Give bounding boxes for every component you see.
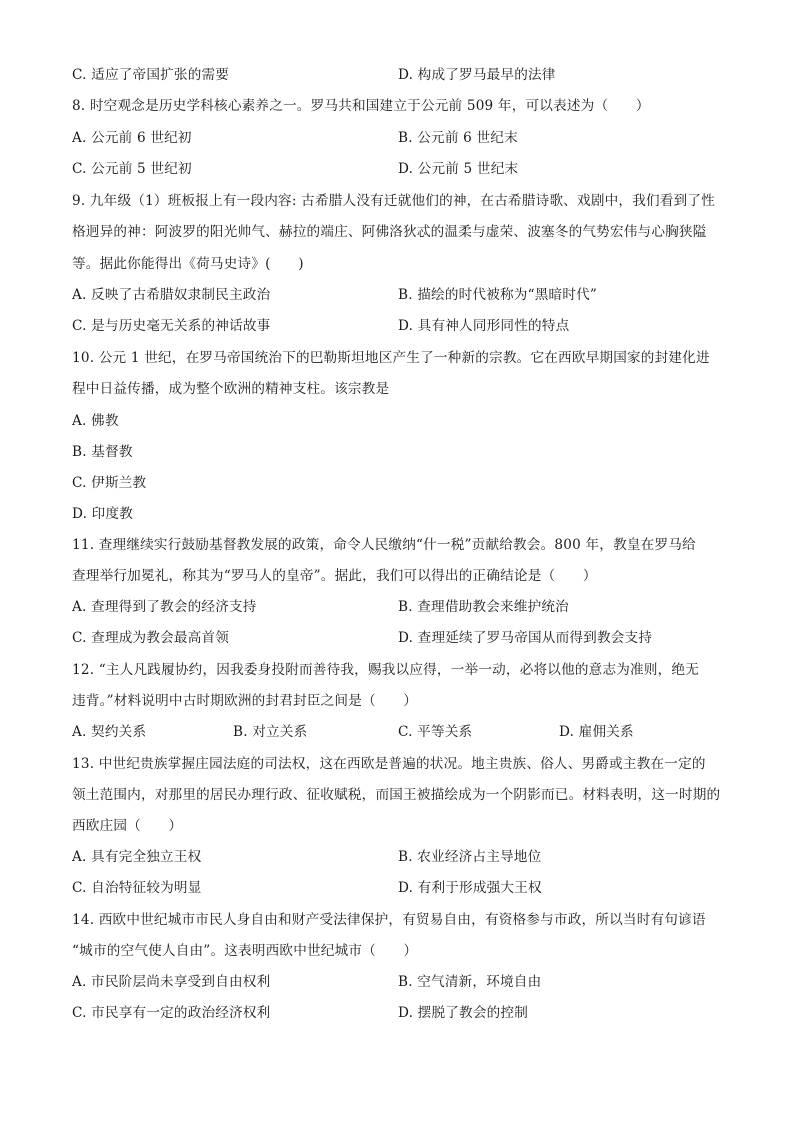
- q12-option-b: B. 对立关系: [233, 724, 308, 740]
- question-10-stem-line-1: 10. 公元 1 世纪，在罗马帝国统治下的巴勒斯坦地区产生了一种新的宗教。它在西欧早期国家的封建化进: [72, 350, 710, 366]
- q10-option-a: A. 佛教: [72, 413, 119, 429]
- question-13-stem-line-3: 西欧庄园（ ）: [72, 818, 183, 834]
- q12-option-d: D. 雇佣关系: [559, 724, 634, 740]
- q11-option-c: C. 查理成为教会最高首领: [72, 630, 230, 646]
- q9-option-b: B. 描绘的时代被称为“黑暗时代”: [398, 287, 598, 303]
- q11-option-a: A. 查理得到了教会的经济支持: [72, 599, 257, 615]
- question-9-stem-line-3: 等。据此你能得出《荷马史诗》( ): [72, 256, 304, 272]
- q10-option-d: D. 印度教: [72, 506, 134, 522]
- question-11-stem-line-1: 11. 查理继续实行鼓励基督教发展的政策，命令人民缴纳“什一税”贡献给教会。800 年，教皇在罗马给: [72, 537, 696, 553]
- q8-option-d: D. 公元前 5 世纪末: [398, 161, 519, 177]
- q13-option-b: B. 农业经济占主导地位: [398, 849, 542, 865]
- question-12-stem-line-1: 12. “主人凡践履协约，因我委身投附而善待我，赐我以应得，一举一动，必将以他的意志为准则，绝无: [72, 662, 700, 678]
- q14-option-d: D. 摆脱了教会的控制: [398, 1005, 529, 1021]
- q12-option-c: C. 平等关系: [398, 724, 473, 740]
- question-13-stem-line-1: 13. 中世纪贵族掌握庄园法庭的司法权，这在西欧是普遍的状况。地主贵族、俗人、男爵或主教在一定的: [72, 756, 706, 772]
- q8-option-b: B. 公元前 6 世纪末: [398, 130, 518, 146]
- question-10-stem-line-2: 程中日益传播，成为整个欧洲的精神支柱。该宗教是: [72, 381, 390, 397]
- q13-option-d: D. 有利于形成强大王权: [398, 880, 542, 896]
- q11-option-b: B. 查理借助教会来维护统治: [398, 599, 569, 615]
- q10-option-c: C. 伊斯兰教: [72, 475, 147, 491]
- q7-option-c: C. 适应了帝国扩张的需要: [72, 67, 230, 83]
- q14-option-b: B. 空气清新，环境自由: [398, 974, 542, 990]
- q14-option-a: A. 市民阶层尚未享受到自由权利: [72, 974, 271, 990]
- q8-option-c: C. 公元前 5 世纪初: [72, 161, 192, 177]
- question-9-stem-line-2: 格迥异的神：阿波罗的阳光帅气、赫拉的端庄、阿佛洛狄忒的温柔与虚荣、波塞冬的气势宏伟与心胸狭隘: [72, 224, 707, 240]
- q13-option-c: C. 自治特征较为明显: [72, 880, 202, 896]
- question-14-stem-line-2: “城市的空气使人自由”。这表明西欧中世纪城市（ ）: [72, 943, 418, 959]
- question-11-stem-line-2: 查理举行加冕礼，称其为“罗马人的皇帝”。据此，我们可以得出的正确结论是（ ）: [72, 568, 597, 584]
- q9-option-d: D. 具有神人同形同性的特点: [398, 318, 570, 334]
- question-14-stem-line-1: 14. 西欧中世纪城市市民人身自由和财产受法律保护，有贸易自由，有资格参与市政，所以当时有句谚语: [72, 912, 706, 928]
- q13-option-a: A. 具有完全独立王权: [72, 849, 202, 865]
- q12-option-a: A. 契约关系: [72, 724, 147, 740]
- question-8-stem: 8. 时空观念是历史学科核心素养之一。罗马共和国建立于公元前 509 年，可以表述为（ ）: [72, 98, 650, 114]
- q8-option-a: A. 公元前 6 世纪初: [72, 130, 192, 146]
- q10-option-b: B. 基督教: [72, 444, 133, 460]
- q9-option-a: A. 反映了古希腊奴隶制民主政治: [72, 287, 271, 303]
- q14-option-c: C. 市民享有一定的政治经济权利: [72, 1005, 271, 1021]
- q9-option-c: C. 是与历史毫无关系的神话故事: [72, 318, 271, 334]
- q11-option-d: D. 查理延续了罗马帝国从而得到教会支持: [398, 630, 653, 646]
- q7-option-d: D. 构成了罗马最早的法律: [398, 67, 556, 83]
- question-12-stem-line-2: 违背。”材料说明中古时期欧洲的封君封臣之间是（ ）: [72, 693, 418, 709]
- question-13-stem-line-2: 领土范围内，对那里的居民办理行政、征收赋税，而国王被描绘成为一个阴影而已。材料表明，这一时期的: [72, 787, 721, 803]
- question-9-stem-line-1: 9. 九年级（1）班板报上有一段内容: 古希腊人没有迁就他们的神，在古希腊诗歌、戏剧中，我们看到了性: [72, 193, 715, 209]
